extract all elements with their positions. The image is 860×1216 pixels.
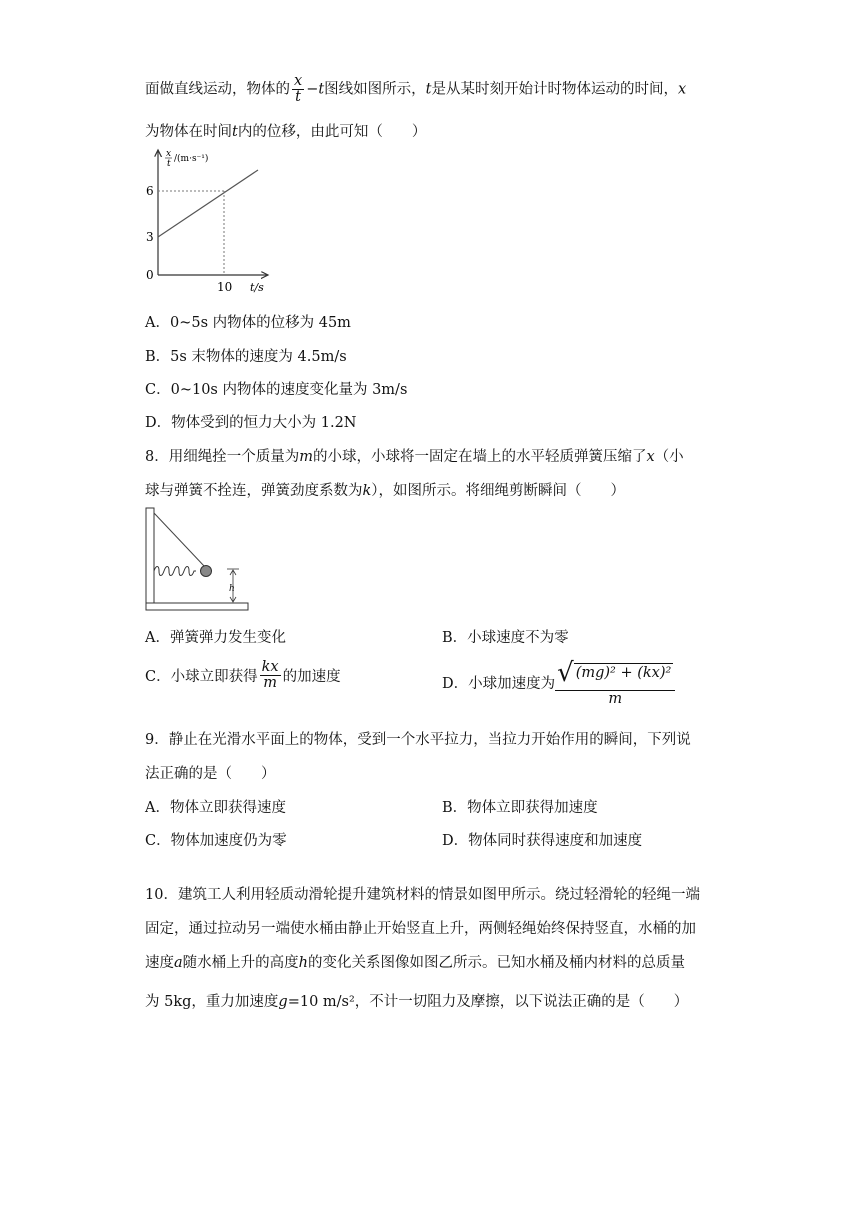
kx-over-m-fraction <box>260 660 281 691</box>
var-m: m <box>299 449 313 465</box>
q8-option-a: A．弹簧弹力发生变化 <box>145 630 286 646</box>
q7-text: 面做直线运动，物体的 <box>145 81 290 98</box>
q10-text: 的变化关系图像如图乙所示。已知水桶及桶内材料的总质量 <box>308 955 685 971</box>
q10-text: 为 5kg，重力加速度 <box>145 994 279 1010</box>
radicand: (mg)² + (kx)² <box>575 665 672 681</box>
frac-numerator: kx <box>261 659 279 675</box>
label-h: h <box>229 584 235 594</box>
tick-0: 0 <box>146 268 154 282</box>
q7-option-d: D．物体受到的恒力大小为 1.2N <box>145 415 357 431</box>
y-label-unit: /(m·s⁻¹) <box>174 154 209 164</box>
var-h: h <box>298 955 308 971</box>
q8-stem-line1 <box>145 445 684 466</box>
q8-text: （小 <box>654 449 684 465</box>
q9-option-a: A．物体立即获得速度 <box>145 800 286 816</box>
q8-text: 8．用细绳拴一个质量为 <box>145 449 300 465</box>
y-label-num: x <box>166 149 172 159</box>
q7-option-b: B．5s 末物体的速度为 4.5m/s <box>145 349 347 365</box>
spring <box>154 567 196 576</box>
q8-option-d-text: D．小球加速度为 <box>442 676 556 692</box>
var-x: x <box>678 81 687 98</box>
var-a: a <box>174 955 183 971</box>
frac-numerator: x <box>294 73 303 89</box>
q7-option-a: A．0~5s 内物体的位移为 45m <box>145 315 351 331</box>
q8-text: 球与弹簧不拴连，弹簧劲度系数为 <box>145 483 363 499</box>
q7-stem-line2 <box>145 120 426 141</box>
frac-denominator: m <box>608 691 623 707</box>
x-over-t-fraction <box>292 74 304 105</box>
q7-text: 为物体在时间 <box>145 124 232 140</box>
q10-stem-line4 <box>145 990 688 1011</box>
sqrt-numerator <box>555 658 675 691</box>
q7-option-c: C．0~10s 内物体的速度变化量为 3m/s <box>145 382 408 398</box>
var-t: t <box>318 81 325 98</box>
q10-stem-line2: 固定，通过拉动另一端使水桶由静止开始竖直上升，两侧轻绳始终保持竖直，水桶的加 <box>145 921 696 937</box>
x-label: t/s <box>250 281 264 294</box>
q8-option-c-text: 的加速度 <box>282 669 341 686</box>
q9-stem-line1: 9．静止在光滑水平面上的物体，受到一个水平拉力，当拉力开始作用的瞬间，下列说 <box>145 732 691 748</box>
tick-6: 6 <box>146 184 154 198</box>
frac-denominator: t <box>295 89 301 106</box>
var-g: g <box>278 994 288 1010</box>
q10-stem-line1: 10．建筑工人利用轻质动滑轮提升建筑材料的情景如图甲所示。绕过轻滑轮的轻绳一端 <box>145 887 700 903</box>
q8-option-d <box>442 658 675 707</box>
xt-t-graph <box>140 145 275 300</box>
sqrt-fraction <box>555 658 675 707</box>
data-line <box>158 170 258 237</box>
q8-text: ），如图所示。将细绳剪断瞬间（ ） <box>371 483 626 499</box>
floor <box>146 603 248 610</box>
q10-text: =10 m/s²，不计一切阻力及摩擦，以下说法正确的是（ ） <box>287 994 689 1010</box>
q8-text: 的小球，小球将一固定在墙上的水平轻质弹簧压缩了 <box>312 449 647 465</box>
q10-text: 随水桶上升的高度 <box>182 955 299 971</box>
q8-option-c <box>145 660 341 691</box>
spring-ball-figure <box>143 505 253 615</box>
var-x: x <box>646 449 655 465</box>
q10-stem-line3 <box>145 951 685 972</box>
q9-option-b: B．物体立即获得加速度 <box>442 800 598 816</box>
wall <box>146 508 154 610</box>
q7-text: 内的位移，由此可知（ ） <box>237 124 427 140</box>
q8-option-c-text: C．小球立即获得 <box>145 669 258 686</box>
tick-3: 3 <box>146 230 154 244</box>
q9-option-d: D．物体同时获得速度和加速度 <box>442 833 643 849</box>
radical-icon: √ <box>557 658 574 688</box>
frac-denominator: m <box>263 675 277 692</box>
tick-10: 10 <box>217 280 233 294</box>
ball <box>201 566 212 577</box>
q7-text: 图线如图所示， <box>324 81 426 98</box>
q9-option-c: C．物体加速度仍为零 <box>145 833 287 849</box>
y-label-den: t <box>167 159 171 169</box>
string <box>154 513 205 567</box>
q8-stem-line2 <box>145 479 625 500</box>
q10-text: 速度 <box>145 955 174 971</box>
var-t: t <box>425 81 432 98</box>
var-t: t <box>232 124 238 140</box>
q7-text: 是从某时刻开始计时物体运动的时间， <box>431 81 678 98</box>
minus-sign: − <box>306 81 319 98</box>
q9-stem-line2: 法正确的是（ ） <box>145 766 276 782</box>
var-k: k <box>362 483 372 499</box>
q7-stem-line1 <box>145 74 686 105</box>
q8-option-b: B．小球速度不为零 <box>442 630 569 646</box>
